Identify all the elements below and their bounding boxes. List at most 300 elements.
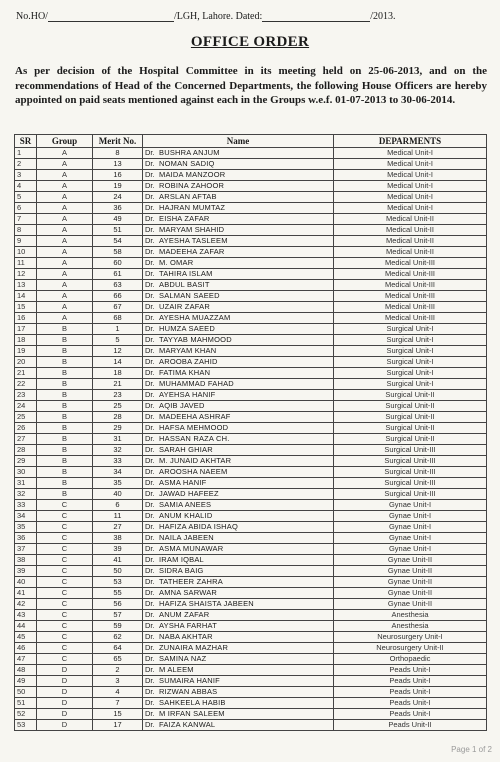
name-text: NABA AKHTAR <box>159 632 213 641</box>
name-text: AYESHA TASLEEM <box>159 236 228 245</box>
name-text: HASSAN RAZA CH. <box>159 434 230 443</box>
cell-merit-no: 34 <box>93 467 143 478</box>
cell-name <box>143 368 334 379</box>
name-text: BUSHRA ANJUM <box>159 148 220 157</box>
name-title: Dr. <box>145 346 155 355</box>
table-row <box>15 654 487 665</box>
appointment-table <box>14 134 487 731</box>
cell-name <box>143 687 334 698</box>
cell-name <box>143 500 334 511</box>
cell-name <box>143 192 334 203</box>
name-title: Dr. <box>145 313 155 322</box>
cell-merit-no: 21 <box>93 379 143 390</box>
table-row <box>15 709 487 720</box>
cell-name <box>143 159 334 170</box>
cell-group: A <box>37 269 93 280</box>
name-text: MARYAM SHAHID <box>159 225 225 234</box>
cell-sr: 10 <box>15 247 37 258</box>
name-title: Dr. <box>145 357 155 366</box>
name-text: NAILA JABEEN <box>159 533 214 542</box>
cell-department: Surgical Unit-III <box>334 467 487 478</box>
cell-group: A <box>37 236 93 247</box>
cell-department: Orthopaedic <box>334 654 487 665</box>
cell-department: Medical Unit-I <box>334 203 487 214</box>
cell-name <box>143 654 334 665</box>
table-body <box>15 148 487 731</box>
header-name: Name <box>143 135 334 148</box>
table-row <box>15 489 487 500</box>
cell-sr: 16 <box>15 313 37 324</box>
table-row <box>15 412 487 423</box>
cell-department: Surgical Unit-II <box>334 412 487 423</box>
cell-merit-no: 25 <box>93 401 143 412</box>
name-text: ANUM ZAFAR <box>159 610 210 619</box>
cell-department: Medical Unit-III <box>334 280 487 291</box>
table-row <box>15 621 487 632</box>
cell-department: Surgical Unit-III <box>334 456 487 467</box>
cell-sr: 18 <box>15 335 37 346</box>
cell-name <box>143 335 334 346</box>
cell-group: C <box>37 566 93 577</box>
name-title: Dr. <box>145 555 155 564</box>
cell-group: D <box>37 720 93 731</box>
cell-sr: 52 <box>15 709 37 720</box>
cell-name <box>143 522 334 533</box>
cell-group: C <box>37 522 93 533</box>
name-text: SAMIA ANEES <box>159 500 212 509</box>
table-row <box>15 676 487 687</box>
cell-merit-no: 19 <box>93 181 143 192</box>
cell-sr: 41 <box>15 588 37 599</box>
cell-sr: 12 <box>15 269 37 280</box>
cell-name <box>143 577 334 588</box>
cell-sr: 25 <box>15 412 37 423</box>
cell-department: Surgical Unit-I <box>334 324 487 335</box>
cell-name <box>143 698 334 709</box>
cell-group: B <box>37 467 93 478</box>
cell-sr: 49 <box>15 676 37 687</box>
cell-merit-no: 53 <box>93 577 143 588</box>
cell-merit-no: 66 <box>93 291 143 302</box>
cell-merit-no: 27 <box>93 522 143 533</box>
cell-sr: 37 <box>15 544 37 555</box>
cell-group: B <box>37 478 93 489</box>
cell-group: A <box>37 302 93 313</box>
cell-sr: 11 <box>15 258 37 269</box>
cell-department: Gynae Unit-I <box>334 511 487 522</box>
cell-merit-no: 32 <box>93 445 143 456</box>
name-title: Dr. <box>145 709 155 718</box>
cell-department: Surgical Unit-II <box>334 390 487 401</box>
cell-name <box>143 643 334 654</box>
cell-department: Surgical Unit-I <box>334 368 487 379</box>
cell-merit-no: 29 <box>93 423 143 434</box>
cell-sr: 24 <box>15 401 37 412</box>
cell-group: B <box>37 324 93 335</box>
cell-name <box>143 280 334 291</box>
cell-group: C <box>37 577 93 588</box>
cell-merit-no: 33 <box>93 456 143 467</box>
cell-name <box>143 390 334 401</box>
cell-department: Gynae Unit-II <box>334 599 487 610</box>
cell-department: Medical Unit-I <box>334 181 487 192</box>
table-header-row <box>15 135 487 148</box>
table-row <box>15 511 487 522</box>
name-text: SAHKEELA HABIB <box>159 698 226 707</box>
cell-group: D <box>37 687 93 698</box>
name-text: M. JUNAID AKHTAR <box>159 456 232 465</box>
cell-name <box>143 676 334 687</box>
cell-name <box>143 313 334 324</box>
cell-merit-no: 12 <box>93 346 143 357</box>
table-row <box>15 214 487 225</box>
cell-name <box>143 423 334 434</box>
cell-sr: 8 <box>15 225 37 236</box>
cell-name <box>143 610 334 621</box>
cell-group: B <box>37 357 93 368</box>
name-title: Dr. <box>145 192 155 201</box>
name-text: FATIMA KHAN <box>159 368 211 377</box>
table-row <box>15 302 487 313</box>
cell-department: Surgical Unit-I <box>334 379 487 390</box>
cell-department: Peads Unit-I <box>334 709 487 720</box>
cell-group: D <box>37 665 93 676</box>
cell-merit-no: 56 <box>93 599 143 610</box>
name-text: ASMA MUNAWAR <box>159 544 224 553</box>
table-row <box>15 346 487 357</box>
name-text: EISHA ZAFAR <box>159 214 210 223</box>
cell-name <box>143 412 334 423</box>
cell-group: A <box>37 291 93 302</box>
name-text: AROOSHA NAEEM <box>159 467 228 476</box>
cell-group: D <box>37 709 93 720</box>
cell-sr: 1 <box>15 148 37 159</box>
name-text: ARSLAN AFTAB <box>159 192 217 201</box>
cell-merit-no: 8 <box>93 148 143 159</box>
table-row <box>15 269 487 280</box>
cell-department: Gynae Unit-II <box>334 588 487 599</box>
cell-merit-no: 13 <box>93 159 143 170</box>
name-title: Dr. <box>145 544 155 553</box>
name-title: Dr. <box>145 401 155 410</box>
cell-group: C <box>37 621 93 632</box>
cell-department: Medical Unit-I <box>334 170 487 181</box>
cell-merit-no: 50 <box>93 566 143 577</box>
name-title: Dr. <box>145 588 155 597</box>
cell-merit-no: 61 <box>93 269 143 280</box>
name-title: Dr. <box>145 698 155 707</box>
cell-name <box>143 544 334 555</box>
cell-name <box>143 225 334 236</box>
cell-department: Gynae Unit-I <box>334 544 487 555</box>
cell-name <box>143 258 334 269</box>
table-row <box>15 423 487 434</box>
name-text: HAFSA MEHMOOD <box>159 423 229 432</box>
name-text: JAWAD HAFEEZ <box>159 489 219 498</box>
header-group: Group <box>37 135 93 148</box>
name-text: M ALEEM <box>159 665 194 674</box>
cell-name <box>143 489 334 500</box>
cell-group: B <box>37 368 93 379</box>
cell-merit-no: 23 <box>93 390 143 401</box>
cell-sr: 53 <box>15 720 37 731</box>
name-text: MARYAM KHAN <box>159 346 217 355</box>
cell-group: B <box>37 456 93 467</box>
cell-department: Peads Unit-I <box>334 676 487 687</box>
name-title: Dr. <box>145 148 155 157</box>
name-title: Dr. <box>145 500 155 509</box>
cell-merit-no: 6 <box>93 500 143 511</box>
name-title: Dr. <box>145 577 155 586</box>
name-text: MADEEHA ZAFAR <box>159 247 225 256</box>
cell-merit-no: 16 <box>93 170 143 181</box>
cell-department: Peads Unit-I <box>334 665 487 676</box>
cell-name <box>143 566 334 577</box>
name-text: M IRFAN SALEEM <box>159 709 225 718</box>
cell-merit-no: 41 <box>93 555 143 566</box>
cell-merit-no: 35 <box>93 478 143 489</box>
name-title: Dr. <box>145 280 155 289</box>
cell-merit-no: 55 <box>93 588 143 599</box>
cell-name <box>143 632 334 643</box>
table-row <box>15 687 487 698</box>
cell-group: B <box>37 489 93 500</box>
cell-group: C <box>37 654 93 665</box>
cell-department: Surgical Unit-II <box>334 434 487 445</box>
cell-merit-no: 17 <box>93 720 143 731</box>
cell-group: C <box>37 500 93 511</box>
cell-merit-no: 51 <box>93 225 143 236</box>
cell-sr: 35 <box>15 522 37 533</box>
name-text: TAYYAB MAHMOOD <box>159 335 232 344</box>
table-row <box>15 445 487 456</box>
page-number: Page 1 of 2 <box>451 745 492 754</box>
cell-name <box>143 478 334 489</box>
cell-sr: 3 <box>15 170 37 181</box>
cell-merit-no: 1 <box>93 324 143 335</box>
cell-department: Surgical Unit-III <box>334 478 487 489</box>
ref-prefix: No.HO/ <box>16 11 48 22</box>
table-row <box>15 368 487 379</box>
cell-department: Anesthesia <box>334 621 487 632</box>
name-text: FAIZA KANWAL <box>159 720 216 729</box>
header-departments: DEPARMENTS <box>334 135 487 148</box>
cell-department: Medical Unit-I <box>334 159 487 170</box>
cell-group: B <box>37 423 93 434</box>
cell-sr: 7 <box>15 214 37 225</box>
cell-name <box>143 291 334 302</box>
cell-name <box>143 148 334 159</box>
cell-name <box>143 302 334 313</box>
name-title: Dr. <box>145 291 155 300</box>
cell-sr: 6 <box>15 203 37 214</box>
cell-department: Medical Unit-I <box>334 148 487 159</box>
cell-name <box>143 720 334 731</box>
cell-group: A <box>37 258 93 269</box>
ref-suffix: /2013. <box>370 11 396 22</box>
table-row <box>15 291 487 302</box>
cell-department: Gynae Unit-II <box>334 566 487 577</box>
table-row <box>15 665 487 676</box>
cell-department: Surgical Unit-I <box>334 346 487 357</box>
cell-name <box>143 588 334 599</box>
cell-sr: 44 <box>15 621 37 632</box>
name-title: Dr. <box>145 236 155 245</box>
table-row <box>15 357 487 368</box>
cell-sr: 4 <box>15 181 37 192</box>
cell-name <box>143 533 334 544</box>
cell-merit-no: 65 <box>93 654 143 665</box>
name-text: AYEHSA HANIF <box>159 390 216 399</box>
cell-name <box>143 445 334 456</box>
name-title: Dr. <box>145 478 155 487</box>
cell-group: A <box>37 203 93 214</box>
cell-sr: 30 <box>15 467 37 478</box>
cell-sr: 33 <box>15 500 37 511</box>
name-title: Dr. <box>145 522 155 531</box>
cell-sr: 51 <box>15 698 37 709</box>
cell-department: Gynae Unit-I <box>334 500 487 511</box>
cell-department: Medical Unit-III <box>334 302 487 313</box>
name-title: Dr. <box>145 247 155 256</box>
cell-department: Neurosurgery Unit-I <box>334 632 487 643</box>
name-title: Dr. <box>145 423 155 432</box>
cell-department: Peads Unit-II <box>334 720 487 731</box>
table-row <box>15 247 487 258</box>
name-text: SIDRA BAIG <box>159 566 204 575</box>
cell-merit-no: 7 <box>93 698 143 709</box>
name-title: Dr. <box>145 225 155 234</box>
table-row <box>15 577 487 588</box>
intro-paragraph: As per decision of the Hospital Committee in its meeting held on 25-06-2013, and on the recommendations of Head of the Concerned Departments, the following House Officers are hereby appointed on paid seats mentioned against each in the Groups w.e.f. 01-07-2013 to 30-06-2014. <box>15 65 487 106</box>
table-row <box>15 192 487 203</box>
table-row <box>15 313 487 324</box>
table-row <box>15 335 487 346</box>
cell-merit-no: 3 <box>93 676 143 687</box>
header-sr: SR <box>15 135 37 148</box>
cell-department: Surgical Unit-II <box>334 401 487 412</box>
cell-sr: 48 <box>15 665 37 676</box>
cell-department: Surgical Unit-III <box>334 489 487 500</box>
cell-merit-no: 67 <box>93 302 143 313</box>
cell-group: B <box>37 401 93 412</box>
table-row <box>15 500 487 511</box>
cell-merit-no: 58 <box>93 247 143 258</box>
cell-group: A <box>37 313 93 324</box>
cell-group: A <box>37 214 93 225</box>
cell-name <box>143 214 334 225</box>
cell-sr: 21 <box>15 368 37 379</box>
name-text: UZAIR ZAFAR <box>159 302 210 311</box>
table-row <box>15 533 487 544</box>
name-text: HAFIZA SHAISTA JABEEN <box>159 599 254 608</box>
table-row <box>15 170 487 181</box>
header-merit: Merit No. <box>93 135 143 148</box>
cell-merit-no: 14 <box>93 357 143 368</box>
cell-sr: 45 <box>15 632 37 643</box>
name-text: ABDUL BASIT <box>159 280 210 289</box>
cell-department: Gynae Unit-II <box>334 555 487 566</box>
name-text: TATHEER ZAHRA <box>159 577 223 586</box>
name-text: ZUNAIRA MAZHAR <box>159 643 229 652</box>
name-title: Dr. <box>145 665 155 674</box>
name-text: IRAM IQBAL <box>159 555 204 564</box>
name-title: Dr. <box>145 621 155 630</box>
cell-name <box>143 203 334 214</box>
document-title: OFFICE ORDER <box>190 34 310 50</box>
cell-sr: 36 <box>15 533 37 544</box>
name-text: AROOBA ZAHID <box>159 357 218 366</box>
cell-group: A <box>37 159 93 170</box>
cell-department: Medical Unit-I <box>334 192 487 203</box>
cell-sr: 31 <box>15 478 37 489</box>
name-title: Dr. <box>145 170 155 179</box>
name-title: Dr. <box>145 214 155 223</box>
table-row <box>15 148 487 159</box>
cell-merit-no: 40 <box>93 489 143 500</box>
cell-department: Surgical Unit-III <box>334 445 487 456</box>
cell-department: Medical Unit-III <box>334 269 487 280</box>
cell-sr: 2 <box>15 159 37 170</box>
cell-group: C <box>37 599 93 610</box>
cell-name <box>143 456 334 467</box>
cell-department: Surgical Unit-I <box>334 357 487 368</box>
cell-name <box>143 269 334 280</box>
name-title: Dr. <box>145 456 155 465</box>
cell-sr: 32 <box>15 489 37 500</box>
name-text: SUMAIRA HANIF <box>159 676 220 685</box>
name-text: RIZWAN ABBAS <box>159 687 218 696</box>
cell-sr: 46 <box>15 643 37 654</box>
cell-group: B <box>37 379 93 390</box>
cell-group: A <box>37 247 93 258</box>
cell-merit-no: 59 <box>93 621 143 632</box>
cell-sr: 28 <box>15 445 37 456</box>
cell-group: C <box>37 588 93 599</box>
name-title: Dr. <box>145 203 155 212</box>
cell-group: A <box>37 192 93 203</box>
cell-department: Surgical Unit-II <box>334 423 487 434</box>
cell-group: C <box>37 610 93 621</box>
name-text: AMNA SARWAR <box>159 588 218 597</box>
cell-merit-no: 18 <box>93 368 143 379</box>
cell-sr: 20 <box>15 357 37 368</box>
name-title: Dr. <box>145 159 155 168</box>
name-title: Dr. <box>145 720 155 729</box>
cell-name <box>143 379 334 390</box>
cell-group: C <box>37 511 93 522</box>
cell-name <box>143 346 334 357</box>
cell-name <box>143 434 334 445</box>
cell-name <box>143 357 334 368</box>
name-title: Dr. <box>145 258 155 267</box>
cell-merit-no: 15 <box>93 709 143 720</box>
name-title: Dr. <box>145 511 155 520</box>
name-text: ANUM KHALID <box>159 511 213 520</box>
table-row <box>15 434 487 445</box>
cell-department: Medical Unit-III <box>334 291 487 302</box>
name-text: AQIB JAVED <box>159 401 205 410</box>
name-title: Dr. <box>145 599 155 608</box>
cell-department: Medical Unit-II <box>334 247 487 258</box>
cell-group: D <box>37 676 93 687</box>
cell-department: Medical Unit-II <box>334 214 487 225</box>
name-title: Dr. <box>145 467 155 476</box>
cell-name <box>143 181 334 192</box>
name-title: Dr. <box>145 489 155 498</box>
cell-department: Medical Unit-II <box>334 236 487 247</box>
cell-name <box>143 709 334 720</box>
